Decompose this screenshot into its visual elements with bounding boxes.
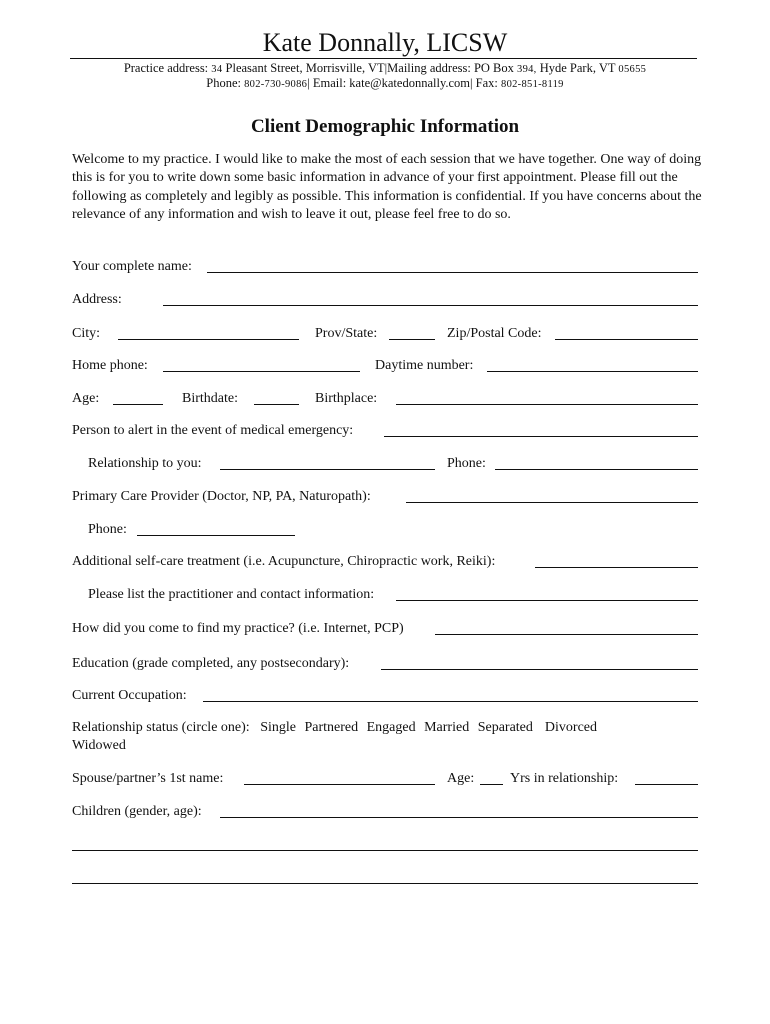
name-field[interactable] xyxy=(207,272,698,273)
home-phone-label: Home phone: xyxy=(72,358,148,373)
status-option-separated[interactable]: Separated xyxy=(477,720,533,735)
emergency-contact-label: Person to alert in the event of medical emergency: xyxy=(72,423,354,438)
separator: | xyxy=(470,76,473,90)
years-in-relationship-label: Yrs in relationship: xyxy=(510,771,619,786)
birthplace-field[interactable] xyxy=(396,404,698,405)
spouse-name-field[interactable] xyxy=(244,784,435,785)
intro-paragraph: Welcome to my practice. I would like to make the most of each session that we have together. One way of doing this is for you to write down some basic information in advance of your first appointment. Please fill out the following as completely and legibly as possible. This information is confidential. If you have concerns about the relevance of any information and wish to leave it out, please feel free to do so. xyxy=(72,152,702,223)
birthdate-field[interactable] xyxy=(254,404,299,405)
status-option-married[interactable]: Married xyxy=(424,720,470,735)
zip-field[interactable] xyxy=(555,339,698,340)
separator: | xyxy=(307,76,310,90)
city-label: City: xyxy=(72,326,101,341)
practitioner-label: Please list the practitioner and contact information: xyxy=(88,587,375,602)
children-field[interactable] xyxy=(220,817,698,818)
age-field[interactable] xyxy=(113,404,163,405)
practice-street: Pleasant Street, Morrisville, VT xyxy=(225,61,385,75)
status-option-engaged[interactable]: Engaged xyxy=(366,720,416,735)
children-field-line-3[interactable] xyxy=(72,883,698,884)
occupation-label: Current Occupation: xyxy=(72,688,187,703)
pcp-label: Primary Care Provider (Doctor, NP, PA, Naturopath): xyxy=(72,489,371,504)
relationship-status-label: Relationship status (circle one): xyxy=(72,720,250,735)
fax-value: 802-851-8119 xyxy=(501,79,564,90)
emergency-phone-label: Phone: xyxy=(447,456,486,471)
phone-value: 802-730-9086 xyxy=(244,79,308,90)
practice-address-label: Practice address: xyxy=(123,61,209,75)
practitioner-name: Kate Donnally, LICSW xyxy=(262,28,508,57)
email-value: kate@katedonnally.com xyxy=(349,76,471,90)
birthplace-label: Birthplace: xyxy=(315,391,378,406)
spouse-age-field[interactable] xyxy=(480,784,503,785)
mailing-address-label: Mailing address: PO Box xyxy=(387,61,514,75)
emergency-contact-field[interactable] xyxy=(384,436,698,437)
relationship-field[interactable] xyxy=(220,469,435,470)
status-option-widowed[interactable]: Widowed xyxy=(72,738,126,753)
zip-label: Zip/Postal Code: xyxy=(447,326,542,341)
address-field[interactable] xyxy=(163,305,698,306)
emergency-phone-field[interactable] xyxy=(495,469,698,470)
mailing-city: Hyde Park, VT xyxy=(539,61,616,75)
years-in-relationship-field[interactable] xyxy=(635,784,698,785)
relationship-status xyxy=(72,719,692,755)
prov-state-label: Prov/State: xyxy=(315,326,378,341)
status-option-single[interactable]: Single xyxy=(260,720,296,735)
referral-field[interactable] xyxy=(435,634,698,635)
phone-label: Phone: xyxy=(206,76,241,90)
pcp-phone-field[interactable] xyxy=(137,535,295,536)
education-label: Education (grade completed, any postsecondary): xyxy=(72,656,350,671)
children-field-line-2[interactable] xyxy=(72,850,698,851)
practitioner-field[interactable] xyxy=(396,600,698,601)
daytime-number-field[interactable] xyxy=(487,371,698,372)
email-label: Email: xyxy=(312,76,347,90)
spouse-name-label: Spouse/partner’s 1st name: xyxy=(72,771,224,786)
header-rule xyxy=(70,58,697,59)
relationship-label: Relationship to you: xyxy=(88,456,202,471)
address-label: Address: xyxy=(72,292,122,307)
self-care-field[interactable] xyxy=(535,567,698,568)
separator: | xyxy=(384,61,388,75)
self-care-label: Additional self-care treatment (i.e. Acupuncture, Chiropractic work, Reiki): xyxy=(72,554,496,569)
fax-label: Fax: xyxy=(475,76,498,90)
birthdate-label: Birthdate: xyxy=(182,391,238,406)
status-option-divorced[interactable]: Divorced xyxy=(544,720,597,735)
mailing-zip: 05655 xyxy=(618,64,647,75)
age-label: Age: xyxy=(72,391,100,406)
referral-label: How did you come to find my practice? (i.e. Internet, PCP) xyxy=(72,621,404,636)
practice-street-number: 34 xyxy=(211,64,223,75)
mailing-box-number: 394, xyxy=(517,64,537,75)
contact-line xyxy=(0,76,770,92)
occupation-field[interactable] xyxy=(203,701,698,702)
form-title: Client Demographic Information xyxy=(250,116,520,137)
city-field[interactable] xyxy=(118,339,299,340)
children-label: Children (gender, age): xyxy=(72,804,202,819)
status-option-partnered[interactable]: Partnered xyxy=(304,720,359,735)
pcp-phone-label: Phone: xyxy=(88,522,127,537)
name-label: Your complete name: xyxy=(72,259,192,274)
education-field[interactable] xyxy=(381,669,698,670)
prov-state-field[interactable] xyxy=(389,339,435,340)
home-phone-field[interactable] xyxy=(163,371,360,372)
address-line xyxy=(0,61,770,77)
spouse-age-label: Age: xyxy=(447,771,475,786)
pcp-field[interactable] xyxy=(406,502,698,503)
daytime-number-label: Daytime number: xyxy=(375,358,474,373)
